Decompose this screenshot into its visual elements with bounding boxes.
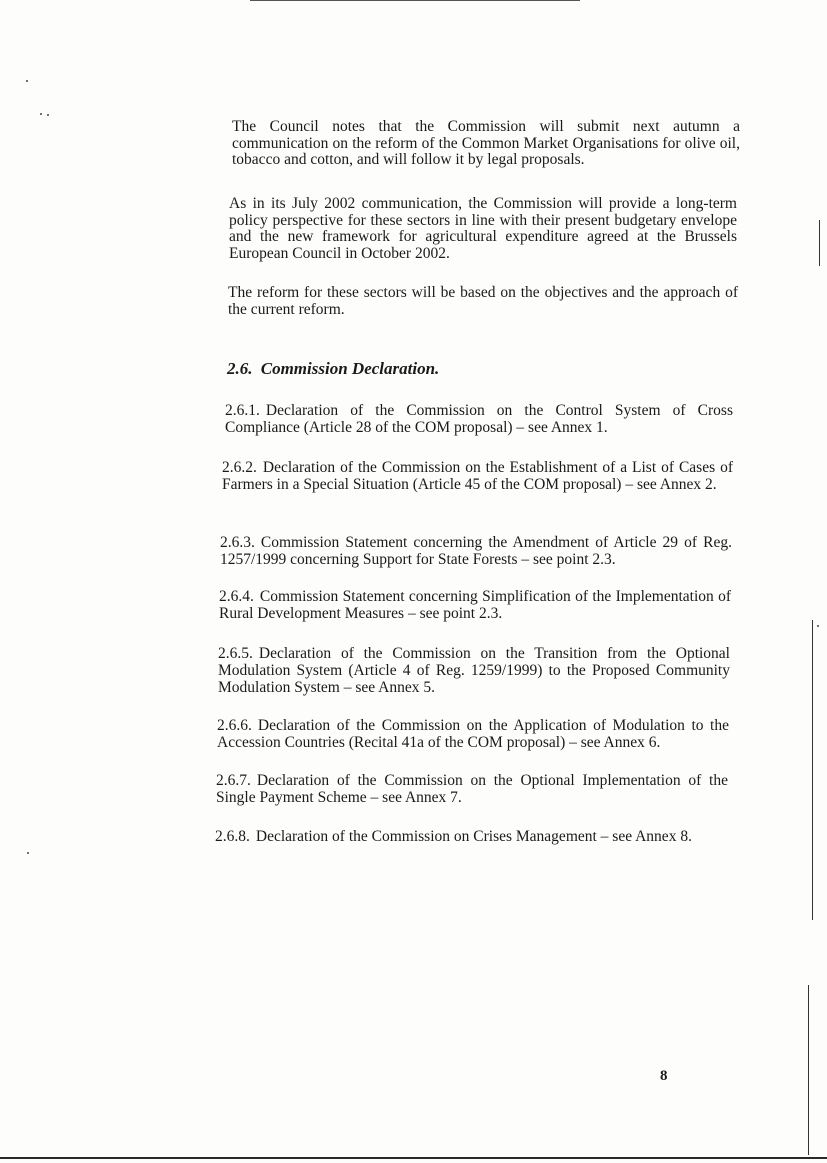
declaration-item — [218, 645, 730, 696]
item-number: 2.6.7. — [216, 772, 251, 789]
declaration-item — [217, 717, 729, 751]
item-text: Declaration of the Commission on Crises Management – see Annex 8. — [255, 828, 692, 845]
item-number: 2.6.4. — [219, 588, 254, 605]
section-heading — [227, 359, 439, 379]
paragraph-reform-objectives: The reform for these sectors will be based on the objectives and the approach of the current reform. — [228, 284, 738, 318]
item-text: Declaration of the Commission on the Control System of Cross Compliance (Article 28 of the COM proposal) – see Annex 1. — [225, 402, 733, 436]
item-number: 2.6.3. — [220, 534, 255, 551]
item-number: 2.6.8. — [215, 828, 250, 845]
declaration-item — [215, 828, 755, 845]
declaration-item — [216, 772, 728, 806]
item-number: 2.6.6. — [217, 717, 252, 734]
item-text: Declaration of the Commission on the Transition from the Optional Modulation System (Article 4 of Reg. 1259/1999) to the Proposed Community Modulation System – see Annex 5. — [218, 645, 730, 696]
page-number: 8 — [660, 1068, 668, 1084]
item-text: Declaration of the Commission on the Establishment of a List of Cases of Farmers in a Special Situation (Article 45 of the COM proposal) – see Annex 2. — [222, 459, 733, 493]
item-number: 2.6.2. — [222, 459, 257, 476]
paragraph-council-notes: The Council notes that the Commission will submit next autumn a communication on the reform of the Common Market Organisations for olive oil, tobacco and cotton, and will follow it by legal proposals. — [232, 118, 740, 168]
item-number: 2.6.5. — [218, 645, 253, 662]
item-number: 2.6.1. — [225, 402, 260, 419]
item-text: Declaration of the Commission on the Application of Modulation to the Accession Countries (Recital 41a of the COM proposal) – see Annex 6. — [217, 717, 729, 751]
item-text: Declaration of the Commission on the Optional Implementation of the Single Payment Scheme – see Annex 7. — [216, 772, 728, 806]
declaration-item — [222, 459, 733, 493]
section-title: Commission Declaration. — [260, 359, 440, 378]
paragraph-july-communication: As in its July 2002 communication, the Commission will provide a long-term policy perspective for these sectors in line with their present budgetary envelope and the new framework for agricultural expenditure agreed at the Brussels European Council in October 2002. — [229, 195, 737, 262]
item-text: Commission Statement concerning Simplification of the Implementation of Rural Development Measures – see point 2.3. — [219, 588, 731, 622]
declaration-item — [220, 534, 732, 568]
item-text: Commission Statement concerning the Amendment of Article 29 of Reg. 1257/1999 concerning Support for State Forests – see point 2.3. — [220, 534, 732, 568]
declaration-item — [219, 588, 731, 622]
section-number: 2.6. — [227, 359, 253, 378]
declaration-item — [225, 402, 733, 436]
